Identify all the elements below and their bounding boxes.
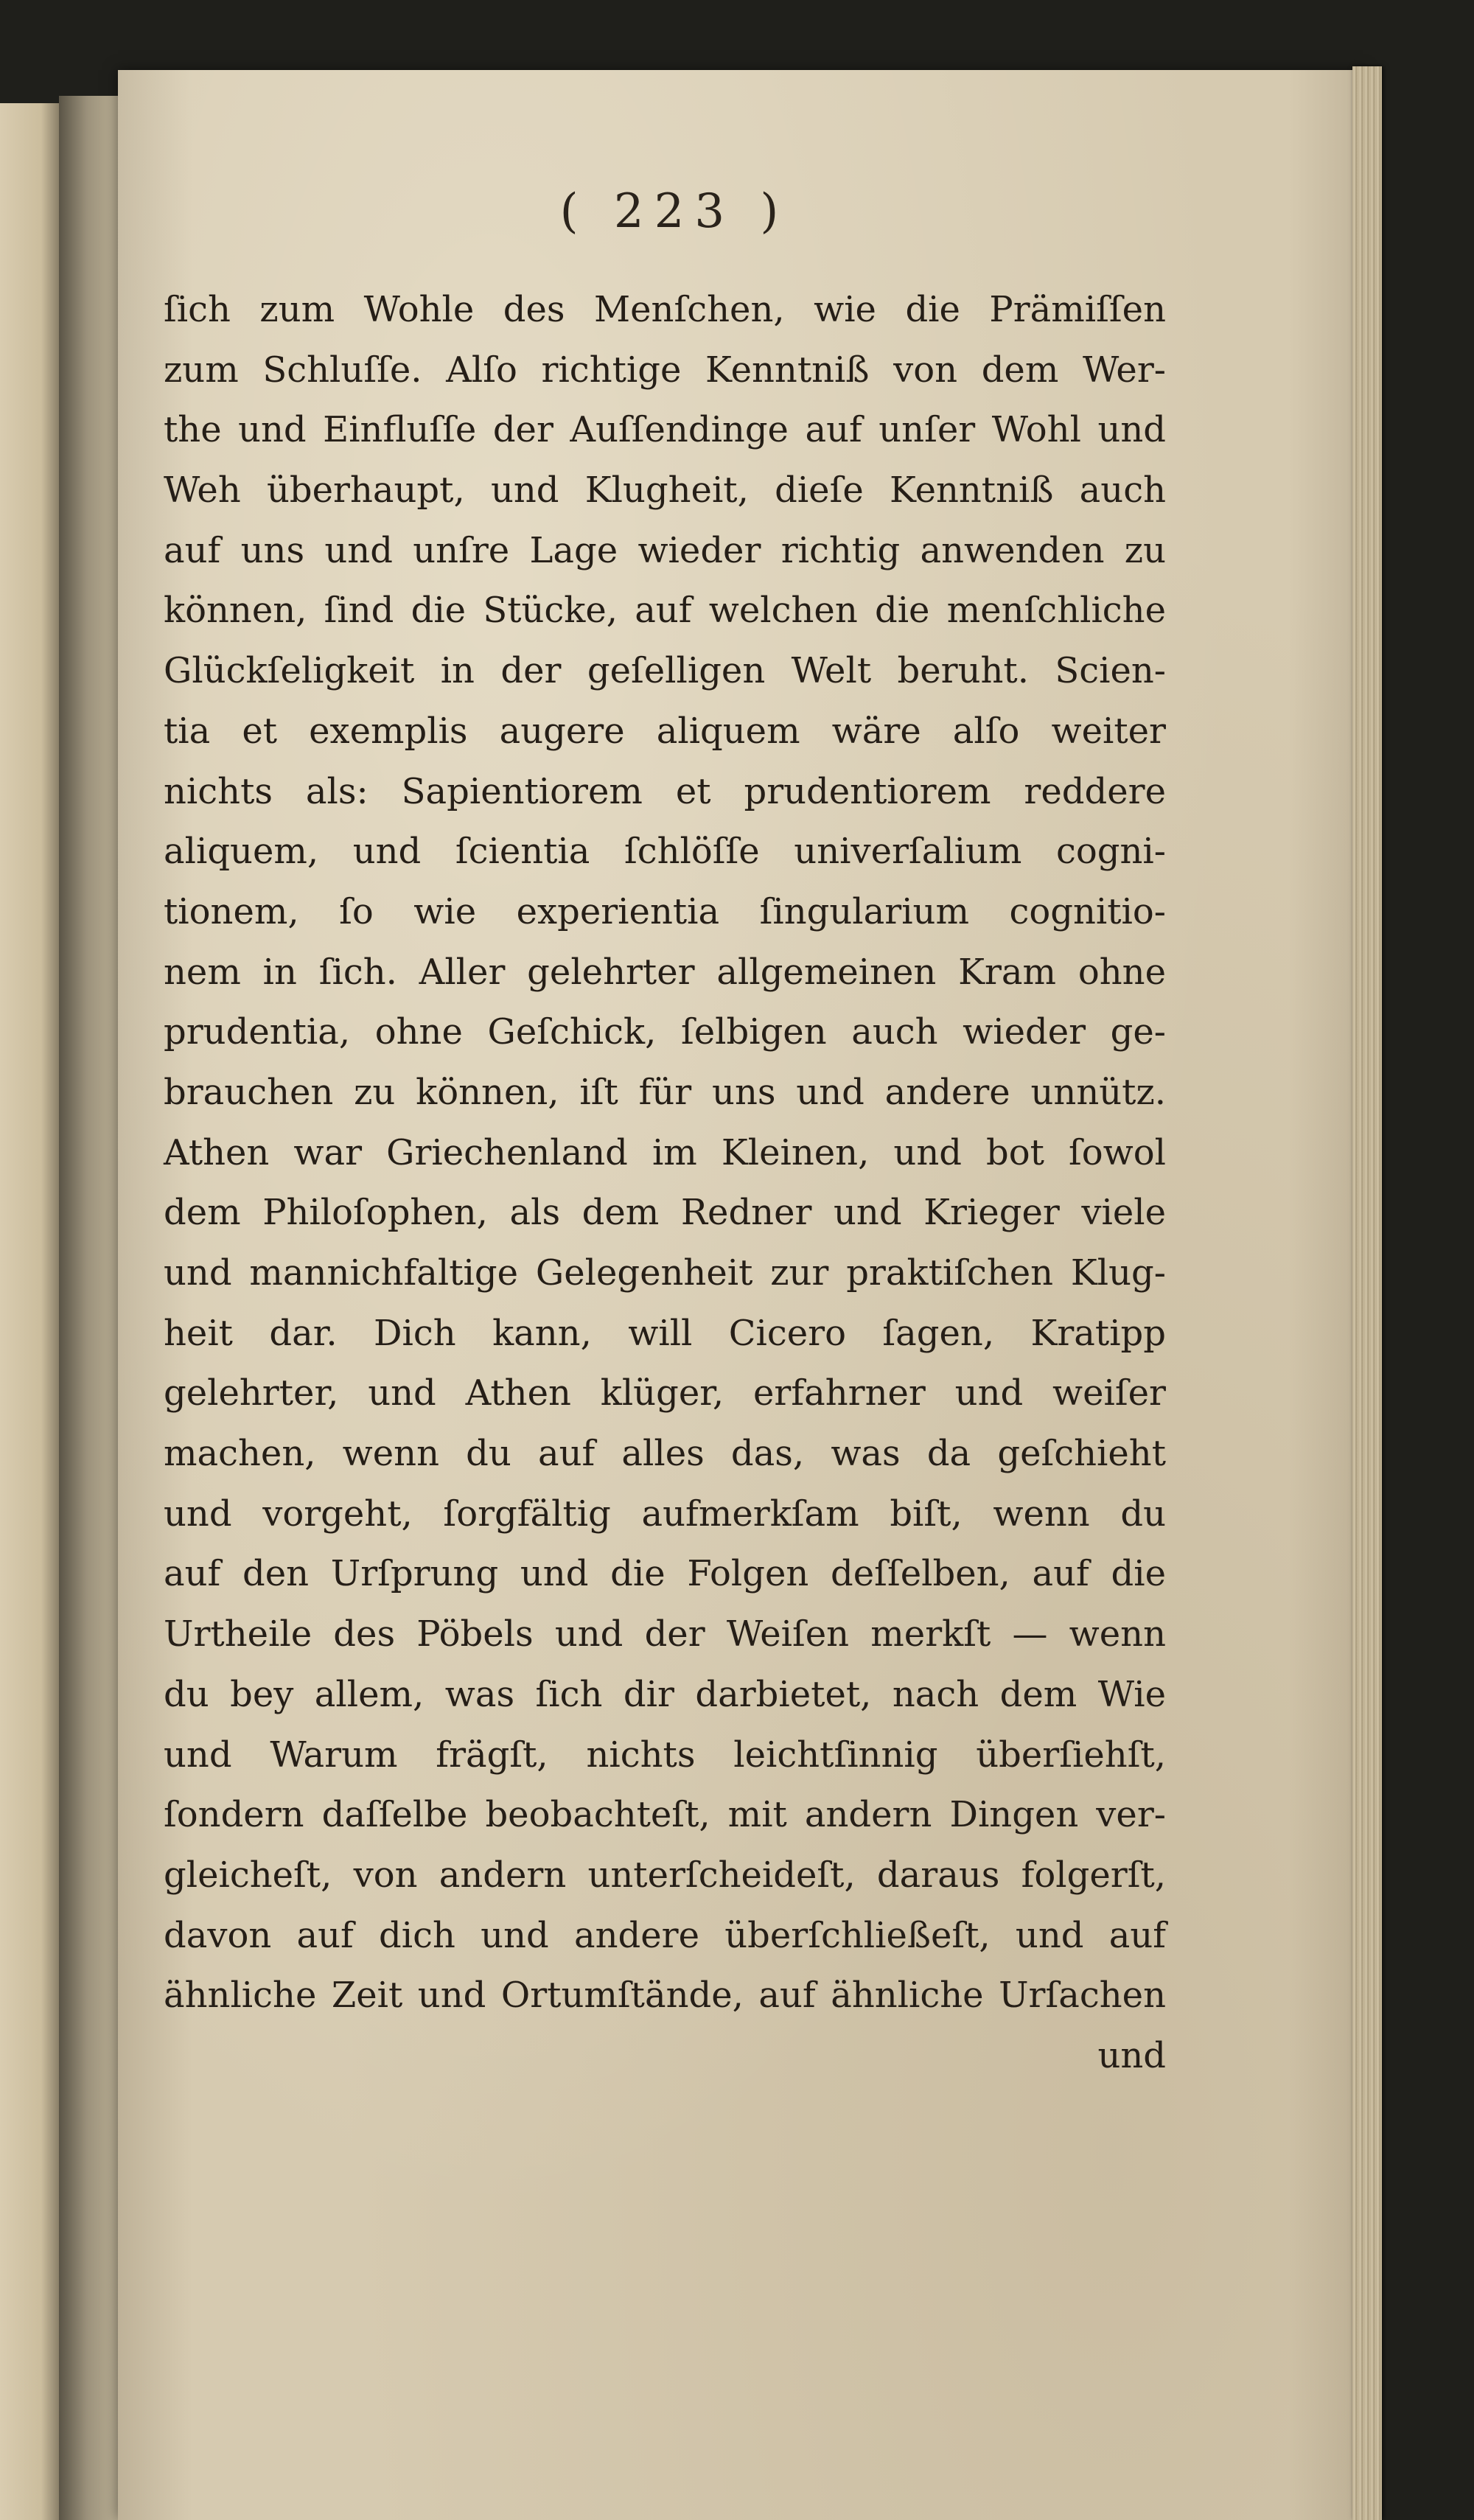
page-number-header: ( 223 ) bbox=[559, 184, 789, 239]
text-line: und Warum frägſt, nichts leichtſinnig überſiehſt, bbox=[164, 1734, 1166, 1776]
text-line: nem in ſich. Aller gelehrter allgemeinen Kram ohne bbox=[164, 951, 1166, 993]
text-line: gelehrter, und Athen klüger, erfahrner und weiſer bbox=[164, 1372, 1166, 1414]
text-line: davon auf dich und andere überſchließeſt, und auf bbox=[164, 1914, 1166, 1956]
text-line: Urtheile des Pöbels und der Weiſen merkſt — wenn bbox=[164, 1613, 1166, 1655]
text-line: heit dar. Dich kann, will Cicero ſagen, Kratipp bbox=[164, 1312, 1166, 1354]
text-line: ſondern daſſelbe beobachteſt, mit andern Dingen ver- bbox=[164, 1794, 1166, 1836]
text-line: aliquem, und ſcientia ſchlöſſe univerſalium cogni- bbox=[164, 831, 1166, 873]
text-line: ſich zum Wohle des Menſchen, wie die Prämiſſen bbox=[164, 289, 1166, 330]
text-line: brauchen zu können, iſt für uns und andere unnütz. bbox=[164, 1071, 1166, 1113]
text-line: zum Schluſſe. Alſo richtige Kenntniß von dem Wer- bbox=[164, 349, 1166, 391]
left-page-edge bbox=[0, 103, 59, 2520]
text-line: Athen war Griechenland im Kleinen, und bot ſowol bbox=[164, 1131, 1166, 1173]
catchword: und bbox=[1097, 2034, 1166, 2076]
text-line: Weh überhaupt, und Klugheit, dieſe Kenntniß auch bbox=[164, 470, 1166, 512]
text-line: tionem, ſo wie experientia ſingularium cognitio- bbox=[164, 890, 1166, 932]
text-line: dem Philoſophen, als dem Redner und Krieger viele bbox=[164, 1192, 1166, 1234]
text-line: ähnliche Zeit und Ortumſtände, auf ähnliche Urſachen bbox=[164, 1975, 1166, 2017]
text-line: auf den Urſprung und die Folgen deſſelben, auf die bbox=[164, 1553, 1166, 1595]
text-line: gleicheſt, von andern unterſcheideſt, daraus folgerſt, bbox=[164, 1854, 1166, 1896]
text-line: können, ſind die Stücke, auf welchen die menſchliche bbox=[164, 590, 1166, 632]
text-line: Glückſeligkeit in der geſelligen Welt beruht. Scien- bbox=[164, 650, 1166, 692]
text-line: du bey allem, was ſich dir darbietet, nach dem Wie bbox=[164, 1673, 1166, 1715]
text-line: nichts als: Sapientiorem et prudentiorem reddere bbox=[164, 770, 1166, 812]
body-text bbox=[164, 280, 1166, 2087]
text-line: the und Einfluſſe der Auſſendinge auf unſer Wohl und bbox=[164, 409, 1166, 451]
text-line: tia et exemplis augere aliquem wäre alſo weiter bbox=[164, 710, 1166, 752]
text-line: und mannichfaltige Gelegenheit zur praktiſchen Klug- bbox=[164, 1252, 1166, 1294]
text-line: und vorgeht, ſorgfältig aufmerkſam biſt, wenn du bbox=[164, 1493, 1166, 1535]
page-stack-edge bbox=[1352, 66, 1382, 2520]
text-line: machen, wenn du auf alles das, was da geſchieht bbox=[164, 1433, 1166, 1475]
text-line: prudentia, ohne Geſchick, ſelbigen auch wieder ge- bbox=[164, 1011, 1166, 1053]
text-line: auf uns und unſre Lage wieder richtig anwenden zu bbox=[164, 529, 1166, 571]
